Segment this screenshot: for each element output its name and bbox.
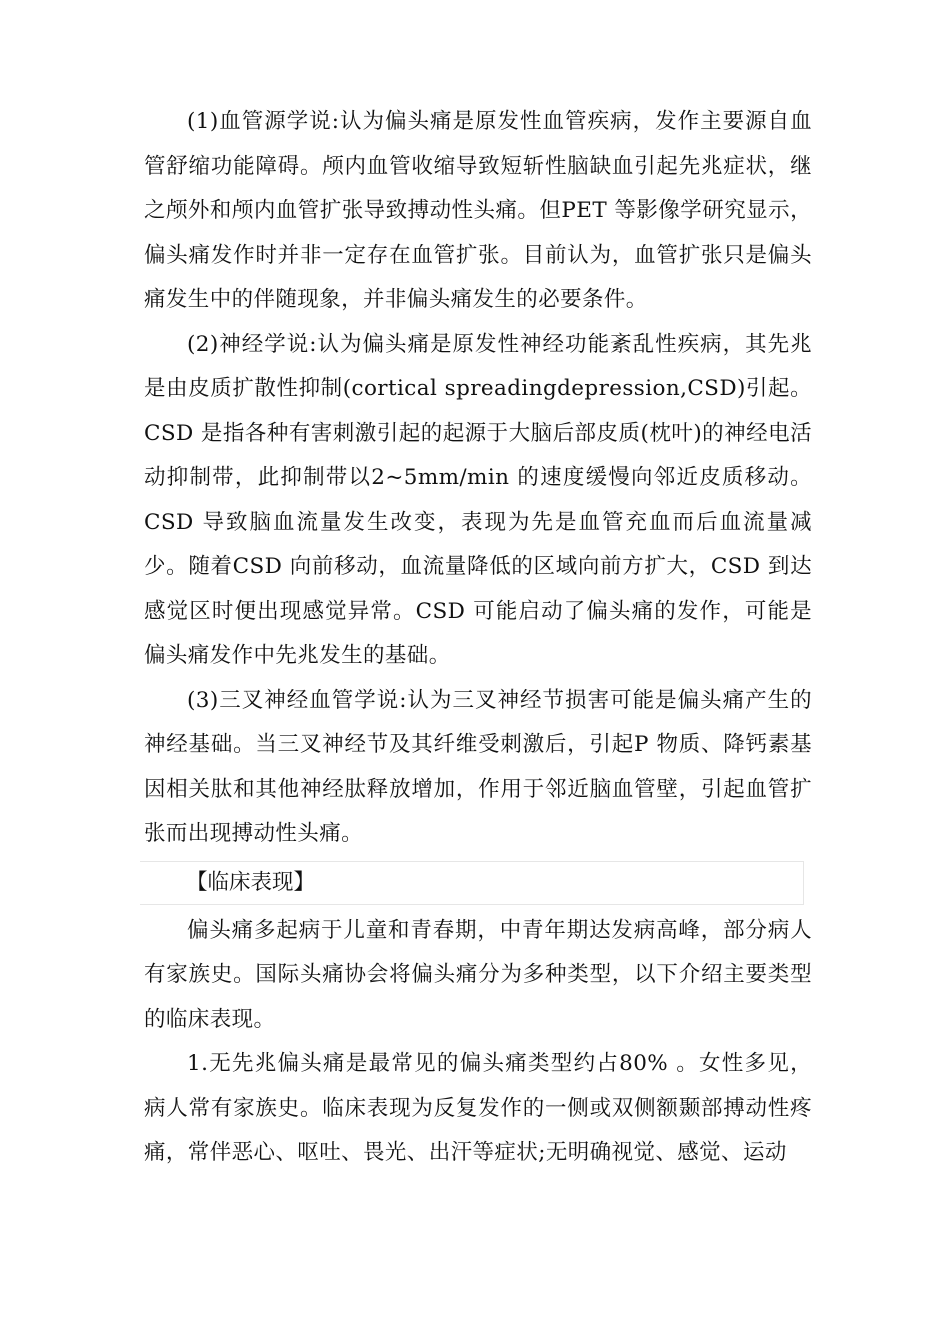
paragraph-trigeminal-theory: (3)三叉神经血管学说:认为三叉神经节损害可能是偏头痛产生的神经基础。当三叉神经节及其纤维受刺激后，引起P 物质、降钙素基因相关肽和其他神经肽释放增加，作用于邻近脑血管壁，引起血管扩张而出现搏动性头痛。 [144, 687, 812, 846]
section-heading-box [140, 861, 804, 905]
paragraph-vascular-theory: (1)血管源学说:认为偏头痛是原发性血管疾病，发作主要源自血管舒缩功能障碍。颅内血管收缩导致短斩性脑缺血引起先兆症状，继之颅外和颅内血管扩张导致搏动性头痛。但PET 等影像学研究显示，偏头痛发作时并非一定存在血管扩张。目前认为，血管扩张只是偏头痛发生中的伴随现象，并非偏头痛发生的必要条件。 [144, 109, 812, 312]
paragraph-migraine-without-aura: 1.无先兆偏头痛是最常见的偏头痛类型约占80% 。女性多见，病人常有家族史。临床表现为反复发作的一侧或双侧额颞部搏动性疼痛，常伴恶心、呕吐、畏光、出汗等症状;无明确视觉、感觉、运动 [144, 1051, 812, 1165]
document-page [144, 100, 812, 1176]
paragraph-neural-theory: (2)神经学说:认为偏头痛是原发性神经功能紊乱性疾病，其先兆是由皮质扩散性抑制(cortical spreadingdepression,CSD)引起。CSD 是指各种有害刺激引起的起源于大脑后部皮质(枕叶)的神经电活动抑制带，此抑制带以2~5mm/min 的速度缓慢向邻近皮质移动。CSD 导致脑血流量发生改变，表现为先是血管充血而后血流量减少。随着CSD 向前移动，血流量降低的区域向前方扩大，CSD 到达感觉区时便出现感觉异常。CSD 可能启动了偏头痛的发作，可能是偏头痛发作中先兆发生的基础。 [144, 331, 812, 668]
section-heading: 【临床表现】 [186, 869, 316, 895]
paragraph-clinical-intro: 偏头痛多起病于儿童和青春期，中青年期达发病高峰，部分病人有家族史。国际头痛协会将偏头痛分为多种类型，以下介绍主要类型的临床表现。 [144, 917, 812, 1032]
